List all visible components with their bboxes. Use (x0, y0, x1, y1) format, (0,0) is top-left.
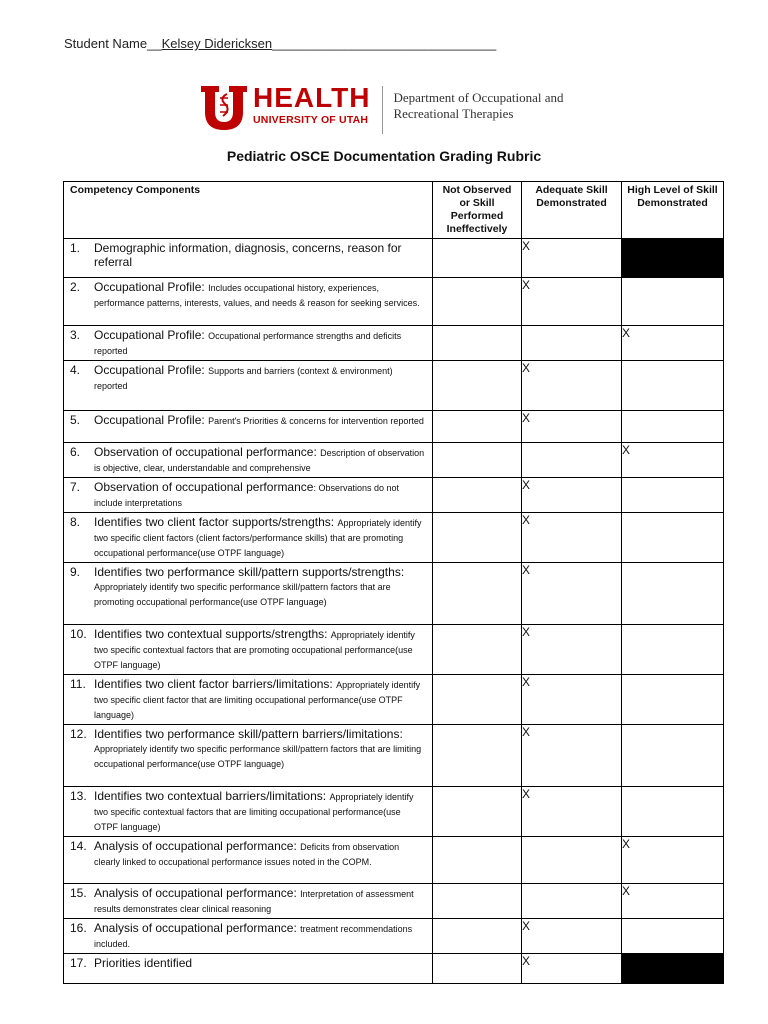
competency-label: Analysis of occupational performance: (94, 921, 301, 935)
table-row (64, 411, 724, 443)
competency-cell (64, 411, 433, 443)
high-level-cell (622, 725, 724, 787)
competency-description: Parent's Priorities & concerns for intervention reported (208, 416, 424, 426)
competency-label: Demographic information, diagnosis, concerns, reason for referral (94, 241, 402, 269)
not-observed-cell (433, 361, 522, 411)
adequate-cell (522, 443, 622, 478)
competency-cell (64, 837, 433, 884)
item-number: 16. (70, 921, 87, 935)
header-not-observed: Not Observed or Skill Performed Ineffectively (433, 182, 522, 239)
competency-cell (64, 239, 433, 278)
not-observed-cell (433, 278, 522, 326)
competency-label: Analysis of occupational performance: (94, 839, 301, 853)
table-row (64, 443, 724, 478)
table-row (64, 787, 724, 837)
item-number: 8. (70, 515, 81, 529)
logo-health-text: HEALTH (253, 82, 371, 113)
competency-description: : Observations do not include interpretations (94, 483, 400, 508)
table-row (64, 278, 724, 326)
not-observed-cell (433, 919, 522, 954)
high-level-cell (622, 478, 724, 513)
table-row (64, 326, 724, 361)
competency-description: treatment recommendations included. (94, 924, 413, 949)
high-level-cell (622, 787, 724, 837)
table-row (64, 563, 724, 625)
competency-label: Occupational Profile: (94, 363, 209, 377)
student-name-value: Kelsey Didericksen (161, 36, 273, 51)
competency-label: Occupational Profile: (94, 328, 209, 342)
competency-label: Identifies two contextual barriers/limitations: (94, 789, 330, 803)
high-level-cell: X (622, 884, 724, 919)
header-competency: Competency Components (64, 182, 433, 239)
table-row (64, 725, 724, 787)
not-observed-cell (433, 625, 522, 675)
item-number: 11. (70, 677, 86, 691)
competency-description: Interpretation of assessment results demonstrates clear clinical reasoning (94, 889, 414, 914)
table-row (64, 513, 724, 563)
competency-cell (64, 513, 433, 563)
header-high-level: High Level of Skill Demonstrated (622, 182, 724, 239)
competency-cell (64, 919, 433, 954)
item-number: 15. (70, 886, 87, 900)
high-level-cell (622, 675, 724, 725)
competency-description: Deficits from observation clearly linked to occupational performance issues noted in the COPM. (94, 842, 400, 867)
not-observed-cell (433, 443, 522, 478)
adequate-cell (522, 326, 622, 361)
not-observed-cell (433, 725, 522, 787)
table-row (64, 675, 724, 725)
item-number: 14. (70, 839, 87, 853)
logo-divider (382, 86, 383, 134)
not-observed-cell (433, 239, 522, 278)
high-level-cell-blocked (622, 239, 724, 278)
adequate-cell: X (522, 625, 622, 675)
competency-description: Appropriately identify two specific performance skill/pattern factors that are promoting occupational performance(use OTPF language) (94, 582, 391, 607)
competency-label: Occupational Profile: (94, 413, 209, 427)
competency-cell (64, 361, 433, 411)
not-observed-cell (433, 675, 522, 725)
item-number: 3. (70, 328, 81, 342)
high-level-cell (622, 411, 724, 443)
competency-description: Occupational performance strengths and deficits reported (94, 331, 402, 356)
competency-label: Identifies two performance skill/pattern barriers/limitations: (94, 727, 403, 741)
competency-label: Priorities identified (94, 956, 193, 970)
table-row (64, 361, 724, 411)
competency-cell (64, 443, 433, 478)
adequate-cell (522, 884, 622, 919)
competency-cell (64, 954, 433, 984)
table-row (64, 884, 724, 919)
table-row (64, 954, 724, 984)
not-observed-cell (433, 411, 522, 443)
not-observed-cell (433, 884, 522, 919)
table-header-row (64, 182, 724, 239)
adequate-cell: X (522, 919, 622, 954)
high-level-cell: X (622, 326, 724, 361)
competency-description: Appropriately identify two specific contextual factors that are limiting occupational performance(use OTPF language) (94, 792, 414, 832)
adequate-cell: X (522, 361, 622, 411)
department-line-1: Department of Occupational and (393, 90, 564, 105)
item-number: 12. (70, 727, 87, 741)
adequate-cell: X (522, 787, 622, 837)
adequate-cell: X (522, 725, 622, 787)
student-name-trail: _______________________________ (272, 36, 497, 51)
grading-rubric-table (63, 181, 724, 984)
competency-cell (64, 725, 433, 787)
competency-cell (64, 478, 433, 513)
item-number: 10. (70, 627, 87, 641)
competency-cell (64, 563, 433, 625)
not-observed-cell (433, 837, 522, 884)
competency-cell (64, 326, 433, 361)
header-adequate: Adequate Skill Demonstrated (522, 182, 622, 239)
competency-label: Identifies two performance skill/pattern supports/strengths: (94, 565, 405, 579)
adequate-cell: X (522, 675, 622, 725)
item-number: 5. (70, 413, 81, 427)
competency-label: Identifies two client factor supports/strengths: (94, 515, 338, 529)
table-body (64, 239, 724, 984)
high-level-cell (622, 278, 724, 326)
competency-description: Appropriately identify two specific contextual factors that are promoting occupational performance(use OTPF language) (94, 630, 415, 670)
department-line-2: Recreational Therapies (393, 106, 514, 121)
item-number: 9. (70, 565, 81, 579)
competency-description: Includes occupational history, experiences, performance patterns, interests, values, and needs & reason for seeking services. (94, 283, 420, 308)
competency-cell (64, 675, 433, 725)
adequate-cell: X (522, 278, 622, 326)
adequate-cell: X (522, 513, 622, 563)
competency-cell (64, 625, 433, 675)
item-number: 17. (70, 956, 87, 970)
competency-label: Analysis of occupational performance: (94, 886, 301, 900)
item-number: 6. (70, 445, 81, 459)
item-number: 4. (70, 363, 81, 377)
competency-cell (64, 884, 433, 919)
competency-label: Identifies two client factor barriers/limitations: (94, 677, 337, 691)
adequate-cell (522, 837, 622, 884)
adequate-cell: X (522, 563, 622, 625)
student-name-label: Student Name__ (64, 36, 162, 51)
not-observed-cell (433, 513, 522, 563)
department-name (393, 90, 563, 122)
competency-description: Appropriately identify two specific performance skill/pattern factors that are limiting occupational performance(use OTPF language) (94, 744, 422, 769)
logo-university-text: UNIVERSITY OF UTAH (253, 114, 369, 126)
high-level-cell (622, 919, 724, 954)
not-observed-cell (433, 954, 522, 984)
competency-description: Supports and barriers (context & environment) reported (94, 366, 393, 391)
not-observed-cell (433, 787, 522, 837)
table-row (64, 478, 724, 513)
high-level-cell (622, 625, 724, 675)
competency-label: Occupational Profile: (94, 280, 209, 294)
not-observed-cell (433, 478, 522, 513)
item-number: 2. (70, 280, 81, 294)
page-title: Pediatric OSCE Documentation Grading Rubric (226, 148, 542, 164)
high-level-cell: X (622, 443, 724, 478)
item-number: 13. (70, 789, 87, 803)
table-row (64, 625, 724, 675)
high-level-cell (622, 563, 724, 625)
high-level-cell (622, 513, 724, 563)
competency-description: Description of observation is objective, clear, understandable and comprehensive (94, 448, 425, 473)
competency-cell (64, 278, 433, 326)
competency-label: Observation of occupational performance: (94, 445, 321, 459)
adequate-cell: X (522, 411, 622, 443)
table-row (64, 919, 724, 954)
not-observed-cell (433, 563, 522, 625)
competency-label: Observation of occupational performance (94, 480, 314, 494)
adequate-cell: X (522, 239, 622, 278)
not-observed-cell (433, 326, 522, 361)
high-level-cell-blocked (622, 954, 724, 984)
adequate-cell: X (522, 954, 622, 984)
competency-label: Identifies two contextual supports/strengths: (94, 627, 331, 641)
competency-cell (64, 787, 433, 837)
header-logo (199, 84, 563, 134)
university-of-utah-u-logo-icon (199, 84, 249, 132)
item-number: 1. (70, 241, 81, 255)
high-level-cell: X (622, 837, 724, 884)
competency-description: Appropriately identify two specific client factor that are limiting occupational performance(use OTPF language) (94, 680, 421, 720)
adequate-cell: X (522, 478, 622, 513)
high-level-cell (622, 361, 724, 411)
table-row (64, 239, 724, 278)
table-row (64, 837, 724, 884)
student-name-line (64, 36, 496, 51)
item-number: 7. (70, 480, 81, 494)
competency-description: Appropriately identify two specific client factors (client factors/performance skills) that are promoting occupational performance(use OTPF language) (94, 518, 422, 558)
